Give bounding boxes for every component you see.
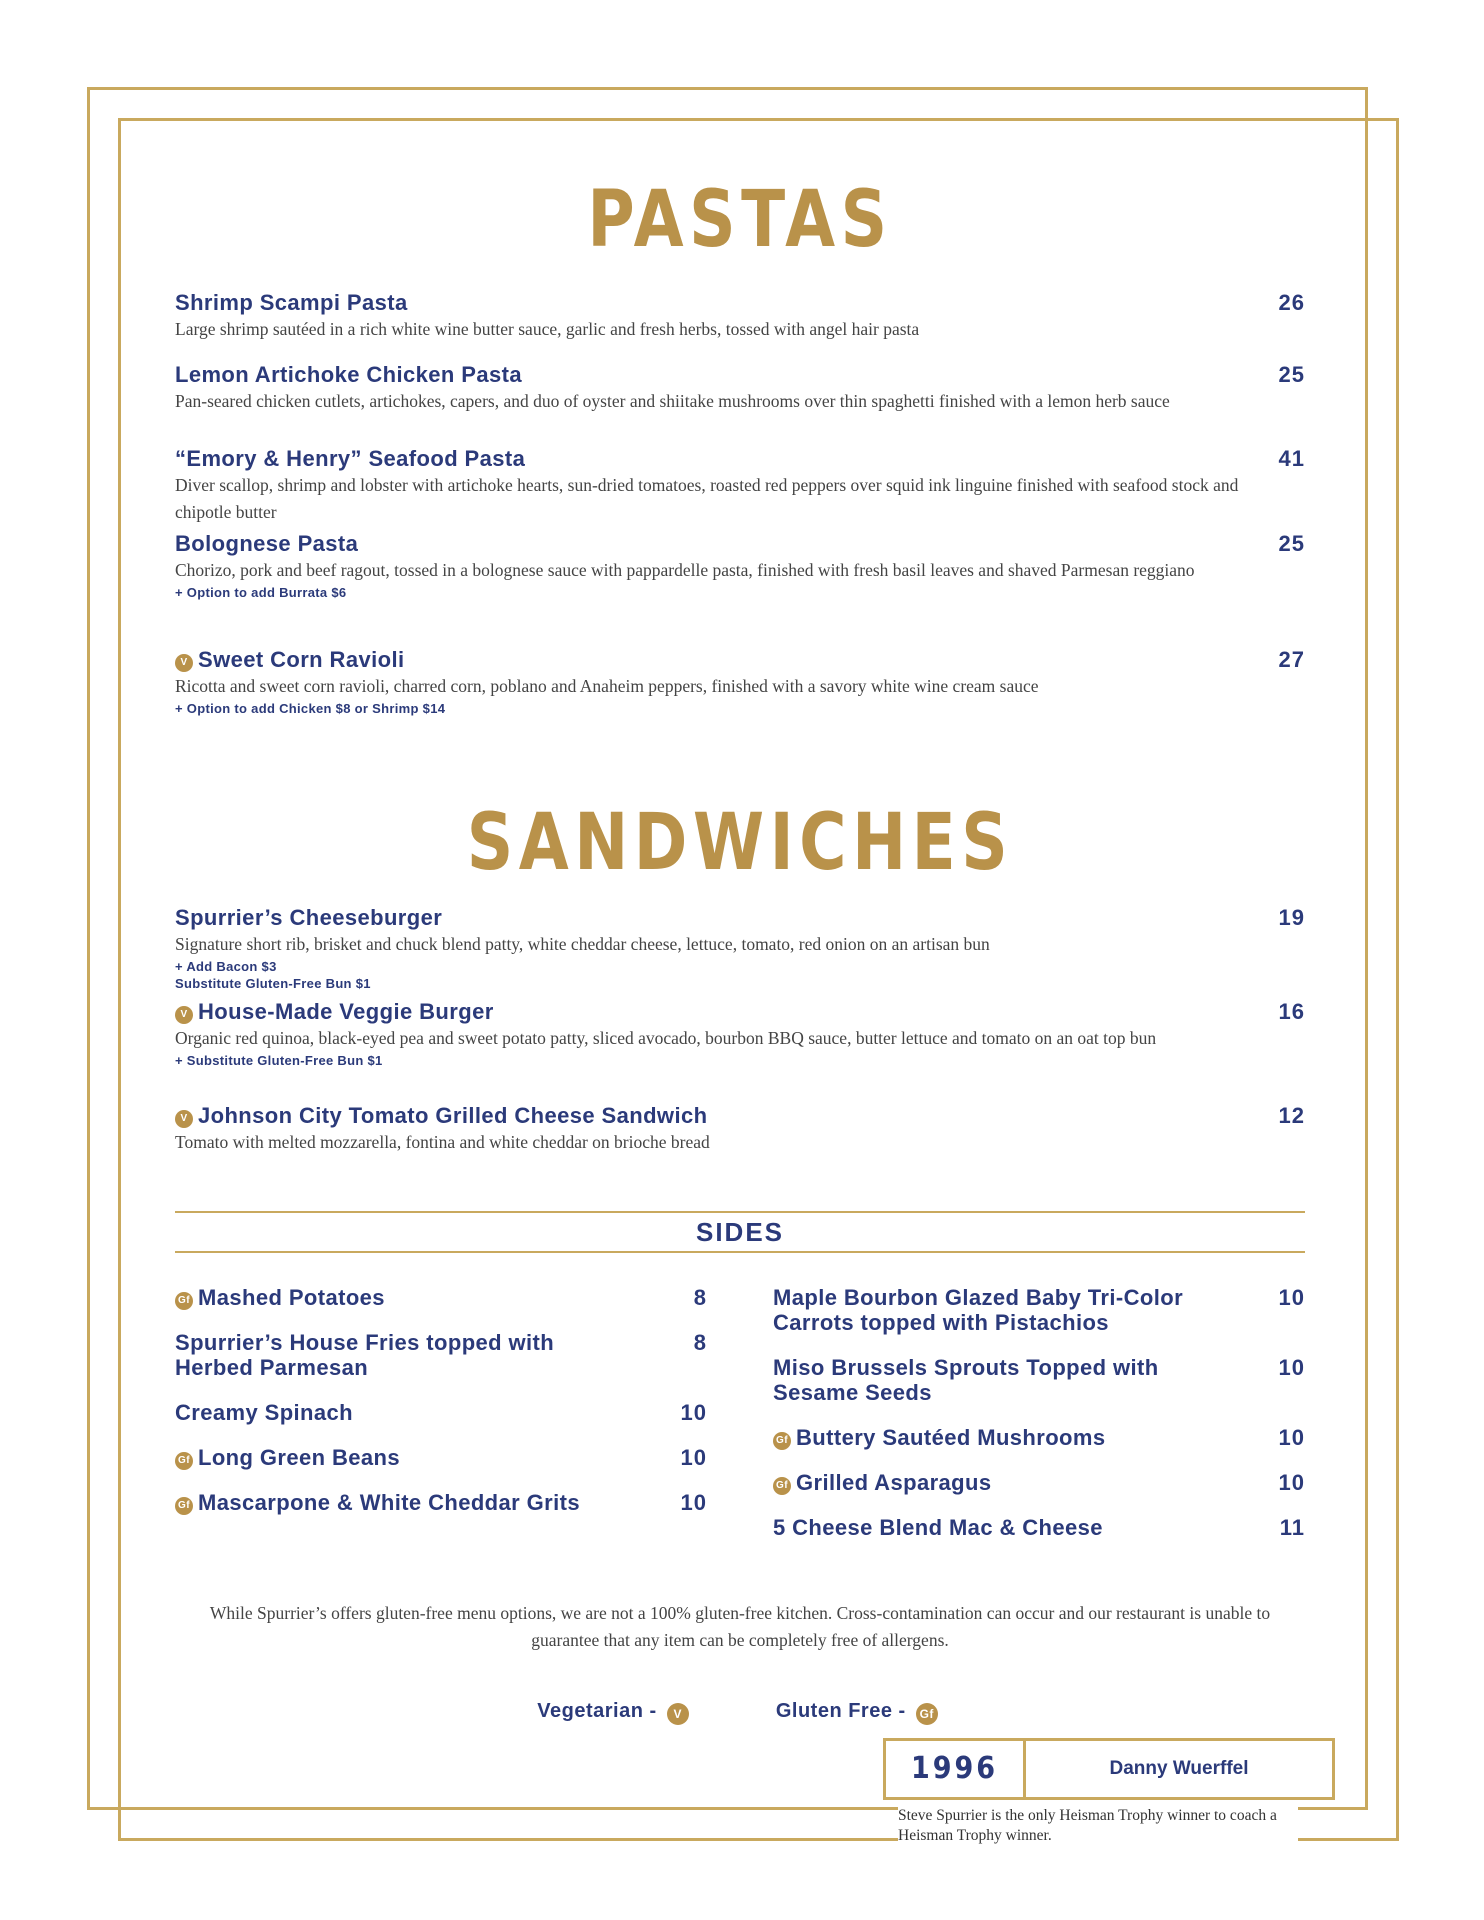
side-name: Creamy Spinach bbox=[175, 1400, 354, 1425]
item-name: Lemon Artichoke Chicken Pasta bbox=[175, 362, 522, 387]
menu-item bbox=[175, 531, 1305, 601]
side-item bbox=[175, 1490, 707, 1515]
side-price: 10 bbox=[1278, 1470, 1305, 1495]
item-name-text: Johnson City Tomato Grilled Cheese Sandwich bbox=[198, 1103, 708, 1128]
item-description: Signature short rib, brisket and chuck blend patty, white cheddar cheese, lettuce, tomato, red onion on an artisan bun bbox=[175, 934, 990, 954]
side-price: 10 bbox=[1278, 1285, 1305, 1310]
item-name-text: House-Made Veggie Burger bbox=[198, 999, 494, 1024]
side-item bbox=[773, 1425, 1305, 1450]
menu-item bbox=[175, 290, 1305, 343]
side-name: Maple Bourbon Glazed Baby Tri-Color Carrots topped with Pistachios bbox=[773, 1285, 1184, 1335]
vegetarian-badge-icon: V bbox=[175, 1006, 193, 1024]
side-price: 8 bbox=[693, 1285, 707, 1310]
heisman-year: 1996 bbox=[886, 1741, 1026, 1797]
side-name: Mashed Potatoes bbox=[198, 1285, 385, 1310]
item-name bbox=[175, 999, 1305, 1025]
side-item bbox=[175, 1445, 707, 1470]
side-item bbox=[773, 1285, 1305, 1335]
item-description: Organic red quinoa, black-eyed pea and sweet potato patty, sliced avocado, bourbon BBQ sauce, butter lettuce and tomato on an oat top bun bbox=[175, 1028, 1157, 1048]
menu-item bbox=[175, 999, 1305, 1069]
side-item bbox=[773, 1470, 1305, 1495]
item-price: 41 bbox=[1278, 446, 1305, 471]
sandwiches-heading: SANDWICHES bbox=[466, 798, 1014, 888]
item-name bbox=[175, 1103, 1305, 1129]
item-description: Diver scallop, shrimp and lobster with artichoke hearts, sun-dried tomatoes, roasted red peppers over squid ink linguine finished with seafood stock and chipotle butter bbox=[175, 475, 1239, 522]
gluten-free-legend-label: Gluten Free - bbox=[775, 1700, 906, 1722]
item-option: + Add Bacon $3 bbox=[175, 959, 277, 974]
item-price: 27 bbox=[1278, 647, 1305, 672]
menu-item bbox=[175, 647, 1305, 717]
side-item bbox=[175, 1330, 707, 1380]
gluten-free-badge-icon: Gf bbox=[773, 1477, 791, 1495]
item-name: Shrimp Scampi Pasta bbox=[175, 290, 408, 315]
menu-item bbox=[175, 905, 1305, 992]
item-price: 25 bbox=[1278, 362, 1305, 387]
vegetarian-badge-icon: V bbox=[667, 1703, 689, 1725]
heisman-callout bbox=[883, 1738, 1335, 1800]
side-price: 10 bbox=[680, 1400, 707, 1425]
side-item bbox=[773, 1515, 1305, 1540]
gluten-free-badge-icon: Gf bbox=[916, 1703, 938, 1725]
menu-item bbox=[175, 362, 1305, 415]
item-price: 12 bbox=[1278, 1103, 1305, 1128]
gluten-free-badge-icon: Gf bbox=[175, 1292, 193, 1310]
item-name: Bolognese Pasta bbox=[175, 531, 359, 556]
side-name: Long Green Beans bbox=[198, 1445, 400, 1470]
item-description: Pan-seared chicken cutlets, artichokes, capers, and duo of oyster and shiitake mushrooms over thin spaghetti finished with a lemon herb sauce bbox=[175, 391, 1170, 411]
item-description: Chorizo, pork and beef ragout, tossed in a bolognese sauce with pappardelle pasta, finished with fresh basil leaves and shaved Parmesan reggiano bbox=[175, 560, 1195, 580]
item-price: 25 bbox=[1278, 531, 1305, 556]
side-name: Spurrier’s House Fries topped with Herbed Parmesan bbox=[175, 1330, 555, 1380]
item-name-text: Sweet Corn Ravioli bbox=[198, 647, 405, 672]
item-option: Substitute Gluten-Free Bun $1 bbox=[175, 976, 371, 991]
item-option: + Option to add Chicken $8 or Shrimp $14 bbox=[175, 701, 446, 716]
side-price: 11 bbox=[1279, 1515, 1305, 1540]
menu-item bbox=[175, 1103, 1305, 1156]
side-price: 10 bbox=[1278, 1425, 1305, 1450]
side-price: 10 bbox=[680, 1490, 707, 1515]
side-name: Grilled Asparagus bbox=[796, 1470, 992, 1495]
heisman-note: Steve Spurrier is the only Heisman Trophy winner to coach a Heisman Trophy winner. bbox=[898, 1806, 1298, 1846]
item-description: Large shrimp sautéed in a rich white wine butter sauce, garlic and fresh herbs, tossed with angel hair pasta bbox=[175, 319, 920, 339]
item-name: “Emory & Henry” Seafood Pasta bbox=[175, 446, 526, 471]
side-item bbox=[773, 1355, 1305, 1405]
side-item bbox=[175, 1285, 707, 1310]
sides-top-rule bbox=[175, 1211, 1305, 1213]
side-price: 10 bbox=[1278, 1355, 1305, 1380]
side-price: 10 bbox=[680, 1445, 707, 1470]
vegetarian-badge-icon: V bbox=[175, 654, 193, 672]
pastas-heading: PASTAS bbox=[587, 175, 893, 265]
item-price: 26 bbox=[1278, 290, 1305, 315]
item-name: Spurrier’s Cheeseburger bbox=[175, 905, 443, 930]
side-name: Mascarpone & White Cheddar Grits bbox=[198, 1490, 580, 1515]
menu-item bbox=[175, 446, 1305, 526]
side-name: 5 Cheese Blend Mac & Cheese bbox=[773, 1515, 1103, 1540]
vegetarian-legend-label: Vegetarian - bbox=[537, 1700, 657, 1722]
vegetarian-badge-icon: V bbox=[175, 1110, 193, 1128]
item-price: 16 bbox=[1278, 999, 1305, 1024]
side-name: Buttery Sautéed Mushrooms bbox=[796, 1425, 1106, 1450]
allergen-disclaimer: While Spurrier’s offers gluten-free menu options, we are not a 100% gluten-free kitchen. Cross-contamination can occur and our restaurant is unable to guarantee that any item can be completely free of allergens. bbox=[209, 1603, 1271, 1650]
dietary-legend bbox=[175, 1700, 1305, 1725]
gluten-free-badge-icon: Gf bbox=[175, 1452, 193, 1470]
sides-bottom-rule bbox=[175, 1251, 1305, 1253]
gluten-free-badge-icon: Gf bbox=[175, 1497, 193, 1515]
side-item bbox=[175, 1400, 707, 1425]
item-description: Ricotta and sweet corn ravioli, charred corn, poblano and Anaheim peppers, finished with a savory white wine cream sauce bbox=[175, 676, 1039, 696]
item-price: 19 bbox=[1278, 905, 1305, 930]
item-name bbox=[175, 647, 1305, 673]
item-option: + Option to add Burrata $6 bbox=[175, 585, 347, 600]
item-description: Tomato with melted mozzarella, fontina and white cheddar on brioche bread bbox=[175, 1132, 710, 1152]
gluten-free-badge-icon: Gf bbox=[773, 1432, 791, 1450]
side-price: 8 bbox=[693, 1330, 707, 1355]
sides-heading: SIDES bbox=[695, 1217, 785, 1247]
side-name: Miso Brussels Sprouts Topped with Sesame Seeds bbox=[773, 1355, 1159, 1405]
item-option: + Substitute Gluten-Free Bun $1 bbox=[175, 1053, 383, 1068]
heisman-winner-name: Danny Wuerffel bbox=[1109, 1758, 1249, 1779]
